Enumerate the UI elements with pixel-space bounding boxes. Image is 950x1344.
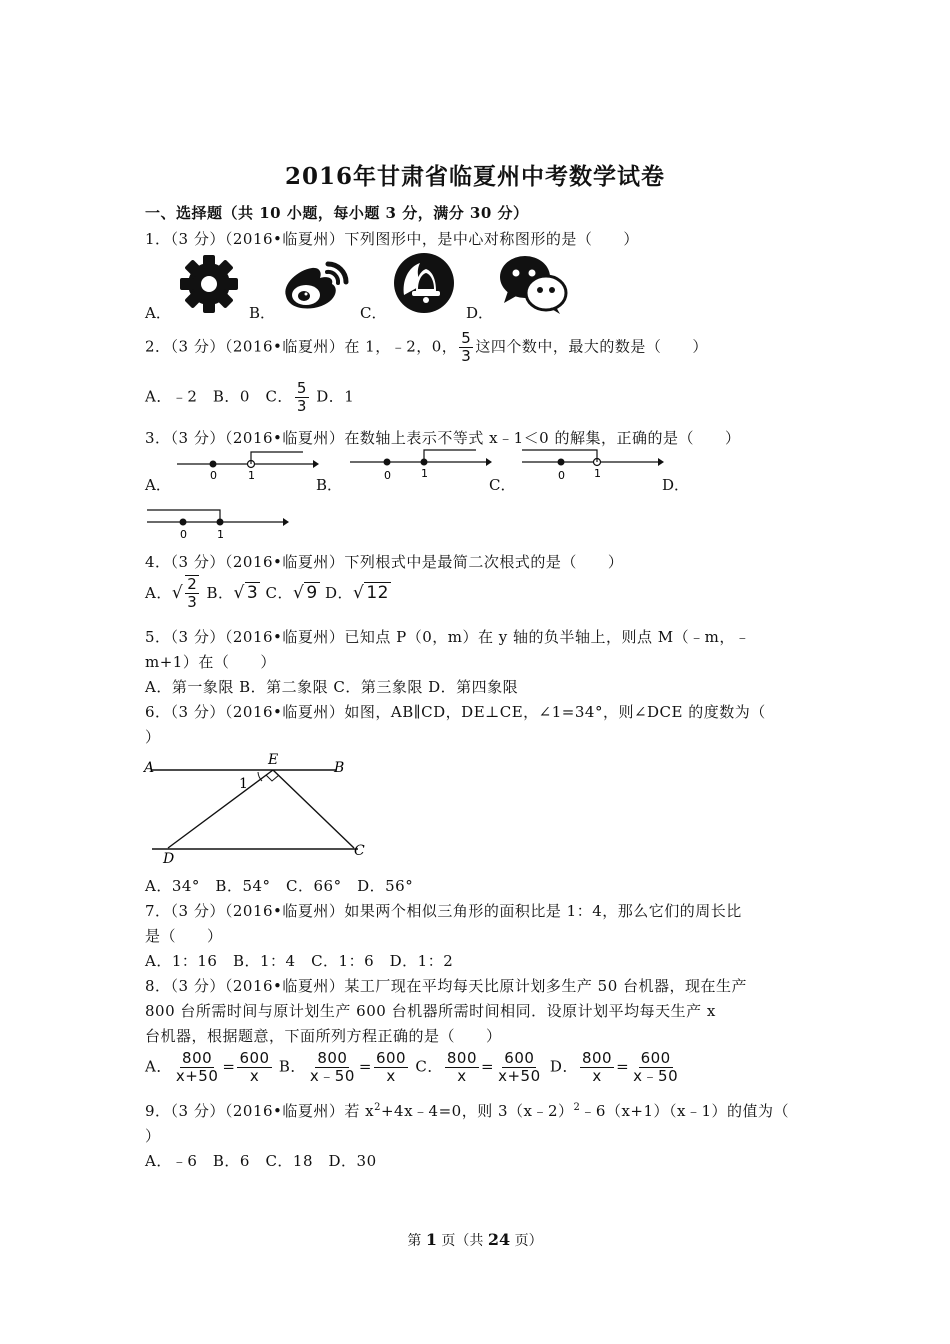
denominator: x﹣50: [309, 1067, 355, 1085]
page-footer: [0, 1230, 950, 1250]
equals-sign: =: [616, 1057, 630, 1076]
fraction: [459, 330, 473, 365]
tick-label: 1: [217, 528, 224, 541]
sqrt-3: √ 3: [233, 583, 259, 603]
q2-stem: [145, 330, 708, 365]
q8-option-a-label: A．: [145, 1057, 172, 1076]
numerator: 800: [182, 1049, 213, 1067]
equals-sign: =: [481, 1057, 495, 1076]
q4-option-c-label: C．: [265, 584, 293, 602]
numerator: 800: [446, 1049, 478, 1067]
q5-stem-line1: 5．（3 分）（2016•临夏州）已知点 P（0，m）在 y 轴的负半轴上，则点 M（﹣m，﹣: [145, 628, 751, 646]
denominator: x: [249, 1067, 260, 1085]
fraction: [185, 575, 199, 611]
q1-option-b: B．: [249, 304, 276, 322]
q5-options: A．第一象限 B．第二象限 C．第三象限 D．第四象限: [145, 678, 519, 696]
label-c: C: [354, 843, 365, 859]
q5-stem-line2: m+1）在（ ）: [145, 653, 276, 671]
sqrt-12: √ 12: [352, 583, 389, 603]
q1-option-c: C．: [360, 304, 387, 322]
q2-stem-pre: 2．（3 分）（2016•临夏州）在 1，﹣2，0，: [145, 337, 458, 356]
numerator: 5: [461, 329, 472, 347]
wechat-icon: [498, 253, 568, 315]
fraction: [445, 1050, 479, 1085]
q4-option-d-label: D．: [324, 584, 353, 602]
numerator: 2: [187, 575, 198, 593]
q3-option-d: D．: [662, 476, 690, 494]
q3-option-a: A．: [145, 476, 171, 494]
q7-stem-line1: 7．（3 分）（2016•临夏州）如果两个相似三角形的面积比是 1：4，那么它们的周长比: [145, 902, 742, 920]
denominator: x﹣50: [633, 1067, 679, 1085]
footer-mid: 页（共: [436, 1233, 488, 1249]
q2-options: [145, 380, 354, 415]
radicand: 9: [306, 583, 318, 603]
fraction: [496, 1050, 543, 1085]
q6-stem-line2: ）: [145, 728, 161, 746]
radicand: 12: [366, 583, 389, 603]
tick-label: 1: [248, 469, 255, 482]
geometry-figure: [140, 748, 380, 868]
angle-label-1: 1: [239, 776, 248, 792]
numerator: 600: [375, 1049, 407, 1067]
q8-option-d-label: D．: [549, 1057, 578, 1076]
numerator: 600: [504, 1049, 535, 1067]
weibo-icon: [280, 258, 352, 314]
footer-pre: 第: [407, 1233, 426, 1249]
fraction: [631, 1050, 680, 1085]
q1-option-a: A．: [145, 304, 171, 322]
q3-option-b: B．: [316, 476, 343, 494]
tick-label: 0: [210, 469, 217, 482]
numerator: 800: [317, 1049, 348, 1067]
equals-sign: =: [358, 1057, 372, 1076]
q1-option-d: D．: [466, 304, 494, 322]
q6-stem-line1: 6．（3 分）（2016•临夏州）如图，AB∥CD，DE⊥CE，∠1=34°，则∠DCE 的度数为（: [145, 703, 766, 721]
q9-options: A．﹣6 B．6 C．18 D．30: [145, 1152, 377, 1170]
q9-stem-pre: 9．（3 分）（2016•临夏州）若 x: [145, 1102, 375, 1120]
label-a: A: [144, 760, 155, 776]
q9-stem-post: ﹣6（x+1）（x﹣1）的值为（: [580, 1102, 790, 1120]
page-title: 2016年甘肃省临夏州中考数学试卷: [284, 163, 665, 190]
q2-options-pre: A．﹣2 B．0 C．: [145, 387, 293, 406]
denominator: x+50: [175, 1067, 219, 1085]
denominator: x+50: [498, 1067, 541, 1085]
numerator: 600: [239, 1049, 270, 1067]
denominator: x: [457, 1067, 467, 1085]
q7-options: A．1：16 B．1：4 C．1：6 D．1：2: [145, 952, 454, 970]
q3-stem: 3．（3 分）（2016•临夏州）在数轴上表示不等式 x﹣1＜0 的解集，正确的是（ ）: [145, 429, 741, 447]
tick-label: 0: [180, 528, 187, 541]
q3-option-c: C．: [489, 476, 516, 494]
numerator: 5: [296, 379, 307, 397]
sqrt-fraction: √ $\frac{2}{3}$: [171, 575, 198, 611]
q2-options-post: D．1: [316, 387, 355, 406]
fraction: [374, 1050, 408, 1085]
tick-label: 1: [421, 467, 428, 480]
total-pages: 24: [487, 1230, 511, 1249]
label-b: B: [334, 760, 345, 776]
q8-options: [145, 1050, 682, 1085]
q4-options: [145, 575, 391, 611]
q8-stem-line1: 8．（3 分）（2016•临夏州）某工厂现在平均每天比原计划多生产 50 台机器，现在生产: [145, 977, 748, 995]
denominator: x: [592, 1067, 602, 1085]
q4-option-b-label: B．: [206, 584, 234, 602]
q2-stem-post: 这四个数中，最大的数是（ ）: [475, 337, 708, 356]
equals-sign: =: [222, 1057, 236, 1076]
q9-stem-line2: ）: [145, 1127, 161, 1145]
exponent: 2: [573, 1102, 581, 1113]
denominator: 3: [296, 397, 307, 415]
label-e: E: [268, 752, 279, 768]
q8-option-b-label: B．: [278, 1057, 306, 1076]
fraction: [237, 1050, 271, 1085]
number-line-b: [348, 448, 493, 484]
denominator: x: [386, 1067, 396, 1085]
radicand: 3: [246, 583, 259, 603]
fraction: [174, 1050, 221, 1085]
page-number: 1: [425, 1230, 437, 1249]
q8-stem-line3: 台机器，根据题意，下面所列方程正确的是（ ）: [145, 1027, 502, 1045]
q4-option-a-label: A．: [145, 584, 172, 602]
number-line-d: [145, 506, 290, 542]
section-heading: 一、选择题（共 10 小题，每小题 3 分，满分 30 分）: [145, 204, 529, 222]
sqrt-9: √ 9: [292, 583, 318, 603]
footer-post: 页）: [510, 1233, 543, 1249]
gear-icon: [177, 252, 241, 316]
q9-stem-line1: [145, 1100, 789, 1121]
q8-option-c-label: C．: [415, 1057, 443, 1076]
tick-label: 0: [558, 469, 565, 482]
number-line-c: [520, 448, 665, 484]
label-d: D: [163, 851, 175, 867]
q4-stem: 4．（3 分）（2016•临夏州）下列根式中是最简二次根式的是（ ）: [145, 553, 624, 571]
q7-stem-line2: 是（ ）: [145, 927, 223, 945]
denominator: 3: [187, 593, 198, 611]
bell-icon: [392, 251, 456, 315]
numerator: 800: [581, 1049, 613, 1067]
number-line-a: [175, 448, 320, 484]
exponent: 2: [374, 1102, 381, 1113]
numerator: 600: [640, 1049, 671, 1067]
fraction: [295, 380, 309, 415]
q8-stem-line2: 800 台所需时间与原计划生产 600 台机器所需时间相同．设原计划平均每天生产 x: [145, 1002, 716, 1020]
fraction: [580, 1050, 614, 1085]
q9-stem-mid: +4x﹣4=0，则 3（x﹣2）: [380, 1102, 574, 1120]
q6-options: A．34° B．54° C．66° D．56°: [145, 877, 414, 895]
fraction: [308, 1050, 357, 1085]
tick-label: 1: [594, 467, 601, 480]
q1-stem: 1．（3 分）（2016•临夏州）下列图形中，是中心对称图形的是（ ）: [145, 230, 639, 248]
tick-label: 0: [384, 469, 391, 482]
denominator: 3: [461, 347, 472, 365]
